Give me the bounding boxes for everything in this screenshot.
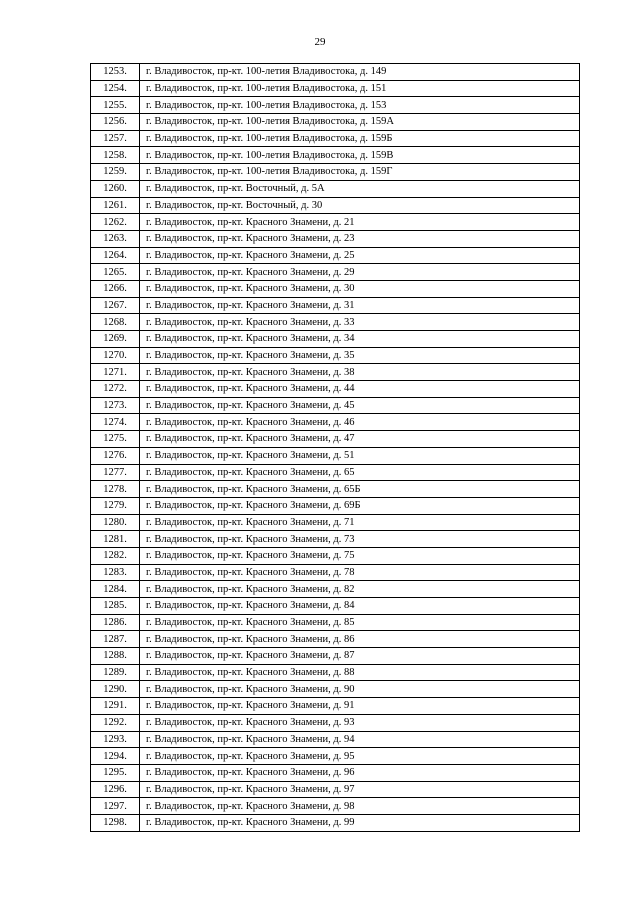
- table-row: [91, 764, 580, 781]
- table-row: [91, 214, 580, 231]
- row-number: 1271.: [91, 364, 140, 381]
- row-address: г. Владивосток, пр-кт. Красного Знамени, д. 34: [140, 331, 580, 348]
- address-table: [90, 63, 580, 832]
- row-address: г. Владивосток, пр-кт. Красного Знамени, д. 87: [140, 648, 580, 665]
- row-address: г. Владивосток, пр-кт. Красного Знамени, д. 35: [140, 347, 580, 364]
- row-number: 1285.: [91, 598, 140, 615]
- row-address: г. Владивосток, пр-кт. Красного Знамени, д. 75: [140, 547, 580, 564]
- row-number: 1259.: [91, 164, 140, 181]
- row-address: г. Владивосток, пр-кт. Красного Знамени, д. 65: [140, 464, 580, 481]
- row-number: 1270.: [91, 347, 140, 364]
- table-row: [91, 614, 580, 631]
- row-number: 1281.: [91, 531, 140, 548]
- row-address: г. Владивосток, пр-кт. Красного Знамени, д. 97: [140, 781, 580, 798]
- table-row: [91, 114, 580, 131]
- table-row: [91, 381, 580, 398]
- row-address: г. Владивосток, пр-кт. Красного Знамени, д. 84: [140, 598, 580, 615]
- row-address: г. Владивосток, пр-кт. Красного Знамени, д. 90: [140, 681, 580, 698]
- table-row: [91, 531, 580, 548]
- row-address: г. Владивосток, пр-кт. 100-летия Владивостока, д. 159В: [140, 147, 580, 164]
- row-number: 1294.: [91, 748, 140, 765]
- row-number: 1257.: [91, 130, 140, 147]
- row-address: г. Владивосток, пр-кт. Красного Знамени, д. 44: [140, 381, 580, 398]
- table-row: [91, 814, 580, 831]
- row-number: 1260.: [91, 180, 140, 197]
- table-row: [91, 781, 580, 798]
- table-row: [91, 731, 580, 748]
- row-number: 1296.: [91, 781, 140, 798]
- row-number: 1267.: [91, 297, 140, 314]
- table-row: [91, 464, 580, 481]
- row-number: 1295.: [91, 764, 140, 781]
- row-address: г. Владивосток, пр-кт. Красного Знамени, д. 46: [140, 414, 580, 431]
- row-number: 1290.: [91, 681, 140, 698]
- row-number: 1276.: [91, 447, 140, 464]
- table-row: [91, 80, 580, 97]
- table-row: [91, 280, 580, 297]
- row-number: 1275.: [91, 431, 140, 448]
- table-row: [91, 664, 580, 681]
- table-row: [91, 748, 580, 765]
- row-address: г. Владивосток, пр-кт. 100-летия Владивостока, д. 153: [140, 97, 580, 114]
- row-address: г. Владивосток, пр-кт. Красного Знамени, д. 73: [140, 531, 580, 548]
- row-address: г. Владивосток, пр-кт. Красного Знамени, д. 33: [140, 314, 580, 331]
- row-number: 1298.: [91, 814, 140, 831]
- row-number: 1282.: [91, 547, 140, 564]
- row-number: 1273.: [91, 397, 140, 414]
- row-number: 1293.: [91, 731, 140, 748]
- row-address: г. Владивосток, пр-кт. Красного Знамени, д. 47: [140, 431, 580, 448]
- row-number: 1284.: [91, 581, 140, 598]
- row-address: г. Владивосток, пр-кт. Красного Знамени, д. 30: [140, 280, 580, 297]
- table-row: [91, 481, 580, 498]
- table-row: [91, 564, 580, 581]
- row-address: г. Владивосток, пр-кт. Красного Знамени, д. 25: [140, 247, 580, 264]
- table-row: [91, 648, 580, 665]
- row-address: г. Владивосток, пр-кт. 100-летия Владивостока, д. 159А: [140, 114, 580, 131]
- table-row: [91, 147, 580, 164]
- table-row: [91, 681, 580, 698]
- row-address: г. Владивосток, пр-кт. 100-летия Владивостока, д. 149: [140, 64, 580, 81]
- row-number: 1287.: [91, 631, 140, 648]
- table-row: [91, 798, 580, 815]
- row-address: г. Владивосток, пр-кт. 100-летия Владивостока, д. 159Г: [140, 164, 580, 181]
- table-row: [91, 514, 580, 531]
- row-address: г. Владивосток, пр-кт. Красного Знамени, д. 82: [140, 581, 580, 598]
- table-row: [91, 314, 580, 331]
- row-address: г. Владивосток, пр-кт. Красного Знамени, д. 69Б: [140, 497, 580, 514]
- table-row: [91, 431, 580, 448]
- row-address: г. Владивосток, пр-кт. Красного Знамени, д. 91: [140, 698, 580, 715]
- row-number: 1297.: [91, 798, 140, 815]
- row-address: г. Владивосток, пр-кт. Красного Знамени, д. 38: [140, 364, 580, 381]
- row-address: г. Владивосток, пр-кт. Восточный, д. 5А: [140, 180, 580, 197]
- row-number: 1255.: [91, 97, 140, 114]
- table-row: [91, 130, 580, 147]
- row-number: 1278.: [91, 481, 140, 498]
- row-address: г. Владивосток, пр-кт. Красного Знамени, д. 93: [140, 714, 580, 731]
- row-address: г. Владивосток, пр-кт. Красного Знамени, д. 94: [140, 731, 580, 748]
- table-row: [91, 64, 580, 81]
- row-number: 1269.: [91, 331, 140, 348]
- row-number: 1262.: [91, 214, 140, 231]
- table-row: [91, 698, 580, 715]
- table-row: [91, 247, 580, 264]
- table-row: [91, 397, 580, 414]
- table-row: [91, 197, 580, 214]
- table-row: [91, 414, 580, 431]
- row-address: г. Владивосток, пр-кт. Красного Знамени, д. 31: [140, 297, 580, 314]
- row-number: 1253.: [91, 64, 140, 81]
- table-row: [91, 547, 580, 564]
- table-row: [91, 364, 580, 381]
- row-address: г. Владивосток, пр-кт. Красного Знамени, д. 51: [140, 447, 580, 464]
- row-address: г. Владивосток, пр-кт. Красного Знамени, д. 88: [140, 664, 580, 681]
- table-row: [91, 180, 580, 197]
- row-address: г. Владивосток, пр-кт. Красного Знамени, д. 98: [140, 798, 580, 815]
- table-row: [91, 497, 580, 514]
- row-number: 1263.: [91, 230, 140, 247]
- table-row: [91, 230, 580, 247]
- row-address: г. Владивосток, пр-кт. Красного Знамени, д. 95: [140, 748, 580, 765]
- row-address: г. Владивосток, пр-кт. Красного Знамени, д. 96: [140, 764, 580, 781]
- table-row: [91, 97, 580, 114]
- row-number: 1279.: [91, 497, 140, 514]
- row-number: 1292.: [91, 714, 140, 731]
- table-row: [91, 714, 580, 731]
- table-row: [91, 264, 580, 281]
- row-number: 1291.: [91, 698, 140, 715]
- table-row: [91, 297, 580, 314]
- row-address: г. Владивосток, пр-кт. Восточный, д. 30: [140, 197, 580, 214]
- row-number: 1277.: [91, 464, 140, 481]
- row-address: г. Владивосток, пр-кт. Красного Знамени, д. 86: [140, 631, 580, 648]
- row-address: г. Владивосток, пр-кт. Красного Знамени, д. 23: [140, 230, 580, 247]
- row-number: 1274.: [91, 414, 140, 431]
- row-address: г. Владивосток, пр-кт. 100-летия Владивостока, д. 159Б: [140, 130, 580, 147]
- row-number: 1280.: [91, 514, 140, 531]
- table-row: [91, 581, 580, 598]
- table-row: [91, 347, 580, 364]
- row-number: 1286.: [91, 614, 140, 631]
- table-row: [91, 164, 580, 181]
- row-address: г. Владивосток, пр-кт. Красного Знамени, д. 65Б: [140, 481, 580, 498]
- row-number: 1289.: [91, 664, 140, 681]
- row-number: 1283.: [91, 564, 140, 581]
- address-table-body: [91, 64, 580, 832]
- row-address: г. Владивосток, пр-кт. Красного Знамени, д. 85: [140, 614, 580, 631]
- row-number: 1258.: [91, 147, 140, 164]
- row-number: 1254.: [91, 80, 140, 97]
- row-address: г. Владивосток, пр-кт. Красного Знамени, д. 99: [140, 814, 580, 831]
- row-number: 1256.: [91, 114, 140, 131]
- row-number: 1264.: [91, 247, 140, 264]
- row-number: 1288.: [91, 648, 140, 665]
- row-address: г. Владивосток, пр-кт. Красного Знамени, д. 21: [140, 214, 580, 231]
- row-number: 1266.: [91, 280, 140, 297]
- row-number: 1261.: [91, 197, 140, 214]
- row-address: г. Владивосток, пр-кт. Красного Знамени, д. 71: [140, 514, 580, 531]
- row-address: г. Владивосток, пр-кт. Красного Знамени, д. 45: [140, 397, 580, 414]
- row-address: г. Владивосток, пр-кт. Красного Знамени, д. 29: [140, 264, 580, 281]
- table-row: [91, 331, 580, 348]
- row-address: г. Владивосток, пр-кт. Красного Знамени, д. 78: [140, 564, 580, 581]
- row-number: 1265.: [91, 264, 140, 281]
- table-row: [91, 631, 580, 648]
- row-address: г. Владивосток, пр-кт. 100-летия Владивостока, д. 151: [140, 80, 580, 97]
- table-row: [91, 447, 580, 464]
- page-number: 29: [314, 36, 326, 48]
- table-row: [91, 598, 580, 615]
- row-number: 1268.: [91, 314, 140, 331]
- row-number: 1272.: [91, 381, 140, 398]
